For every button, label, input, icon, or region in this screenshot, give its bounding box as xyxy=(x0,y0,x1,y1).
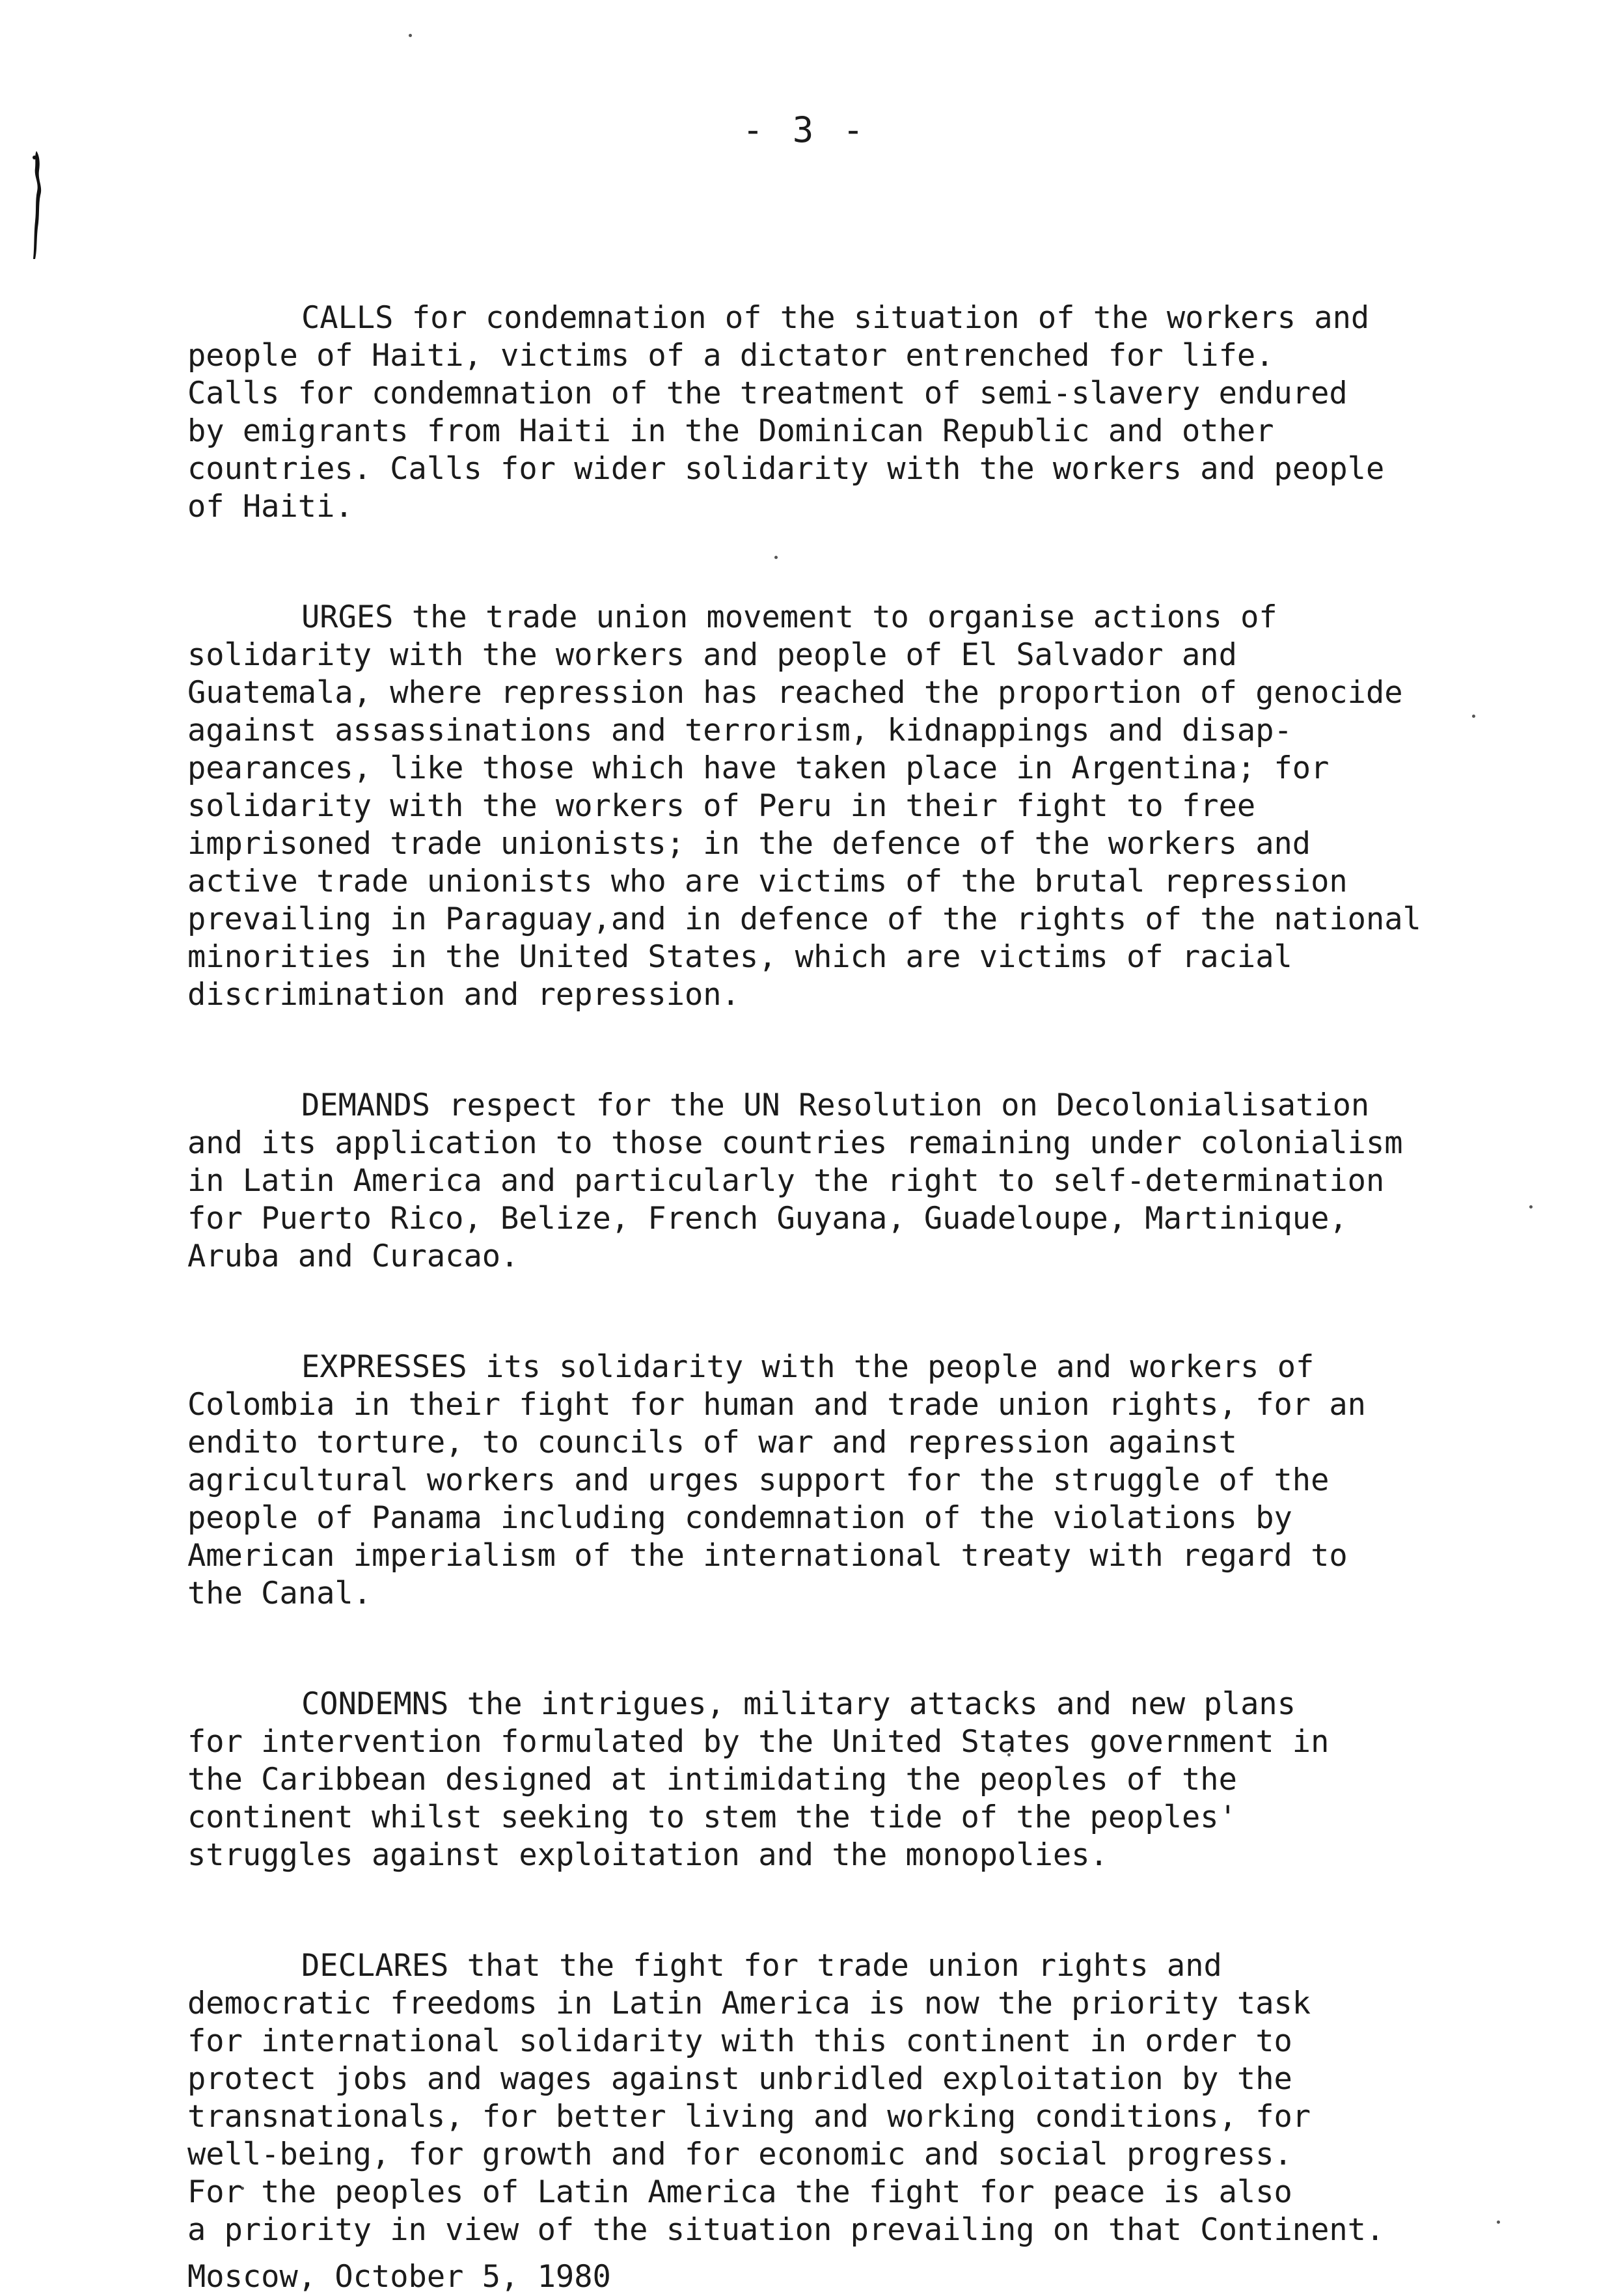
text-line: American imperialism of the international treaty with regard to xyxy=(187,1538,1348,1574)
text-line: Calls for condemnation of the treatment of semi-slavery endured xyxy=(187,376,1348,411)
paragraph-declares xyxy=(187,1947,1535,2249)
text-line: countries. Calls for wider solidarity with the workers and people xyxy=(187,451,1385,487)
text-line: protect jobs and wages against unbridled exploitation by the xyxy=(187,2061,1292,2097)
text-line: well-being, for growth and for economic and social progress. xyxy=(187,2137,1292,2172)
text-line: EXPRESSES its solidarity with the people and workers of xyxy=(301,1349,1315,1385)
text-line: for international solidarity with this continent in order to xyxy=(187,2023,1292,2059)
text-line: for Puerto Rico, Belize, French Guyana, Guadeloupe, Martinique, xyxy=(187,1201,1348,1237)
scan-speck xyxy=(409,34,412,37)
resolution-body xyxy=(187,299,1535,2296)
text-line: agricultural workers and urges support for the struggle of the xyxy=(187,1462,1330,1498)
text-line: the Canal. xyxy=(187,1576,372,1611)
text-line: continent whilst seeking to stem the tide of the peoples' xyxy=(187,1799,1237,1835)
text-line: Colombia in their fight for human and trade union rights, for an xyxy=(187,1387,1366,1423)
text-line: people of Haiti, victims of a dictator entrenched for life. xyxy=(187,338,1274,374)
paragraph-calls xyxy=(187,299,1535,526)
text-line: imprisoned trade unionists; in the defence of the workers and xyxy=(187,826,1311,862)
text-line: against assassinations and terrorism, kidnappings and disap- xyxy=(187,713,1292,748)
text-line: DECLARES that the fight for trade union rights and xyxy=(301,1948,1222,1984)
text-line: transnationals, for better living and working conditions, for xyxy=(187,2099,1311,2135)
text-line: Aruba and Curacao. xyxy=(187,1238,519,1274)
page-number: - 3 - xyxy=(742,109,868,150)
text-line: struggles against exploitation and the monopolies. xyxy=(187,1837,1108,1873)
text-line: democratic freedoms in Latin America is now the priority task xyxy=(187,1986,1311,2021)
text-line: minorities in the United States, which are victims of racial xyxy=(187,939,1292,975)
paragraph-condemns xyxy=(187,1686,1535,1874)
text-line: active trade unionists who are victims of the brutal repression xyxy=(187,864,1348,899)
text-line: of Haiti. xyxy=(187,489,353,525)
text-line: For the peoples of Latin America the fight for peace is also xyxy=(187,2174,1292,2210)
text-line: CALLS for condemnation of the situation of the workers and xyxy=(301,300,1370,336)
text-line: the Caribbean designed at intimidating the peoples of the xyxy=(187,1762,1237,1797)
text-line: DEMANDS respect for the UN Resolution on Decolonialisation xyxy=(301,1087,1370,1123)
text-line: and its application to those countries remaining under colonialism xyxy=(187,1125,1403,1161)
text-line: by emigrants from Haiti in the Dominican Republic and other xyxy=(187,413,1274,449)
text-line: Guatemala, where repression has reached the proportion of genocide xyxy=(187,675,1403,711)
text-line: URGES the trade union movement to organise actions of xyxy=(301,599,1277,635)
text-line: people of Panama including condemnation of the violations by xyxy=(187,1500,1292,1536)
text-line: endito torture, to councils of war and repression against xyxy=(187,1425,1237,1460)
paragraph-expresses xyxy=(187,1348,1535,1613)
text-line: a priority in view of the situation prevailing on that Continent. xyxy=(187,2212,1385,2248)
margin-ink-mark xyxy=(31,148,48,260)
text-line: pearances, like those which have taken place in Argentina; for xyxy=(187,750,1330,786)
text-line: solidarity with the workers of Peru in their fight to free xyxy=(187,788,1256,824)
text-line: discrimination and repression. xyxy=(187,977,740,1013)
paragraph-demands xyxy=(187,1087,1535,1276)
text-line: prevailing in Paraguay,and in defence of the rights of the national xyxy=(187,901,1421,937)
text-line: for intervention formulated by the United States government in xyxy=(187,1724,1330,1760)
text-line: in Latin America and particularly the right to self-determination xyxy=(187,1163,1385,1199)
place-and-date: Moscow, October 5, 1980 xyxy=(187,2259,611,2295)
text-line: CONDEMNS the intrigues, military attacks and new plans xyxy=(301,1686,1296,1722)
paragraph-urges xyxy=(187,599,1535,1014)
text-line: solidarity with the workers and people of El Salvador and xyxy=(187,637,1237,673)
